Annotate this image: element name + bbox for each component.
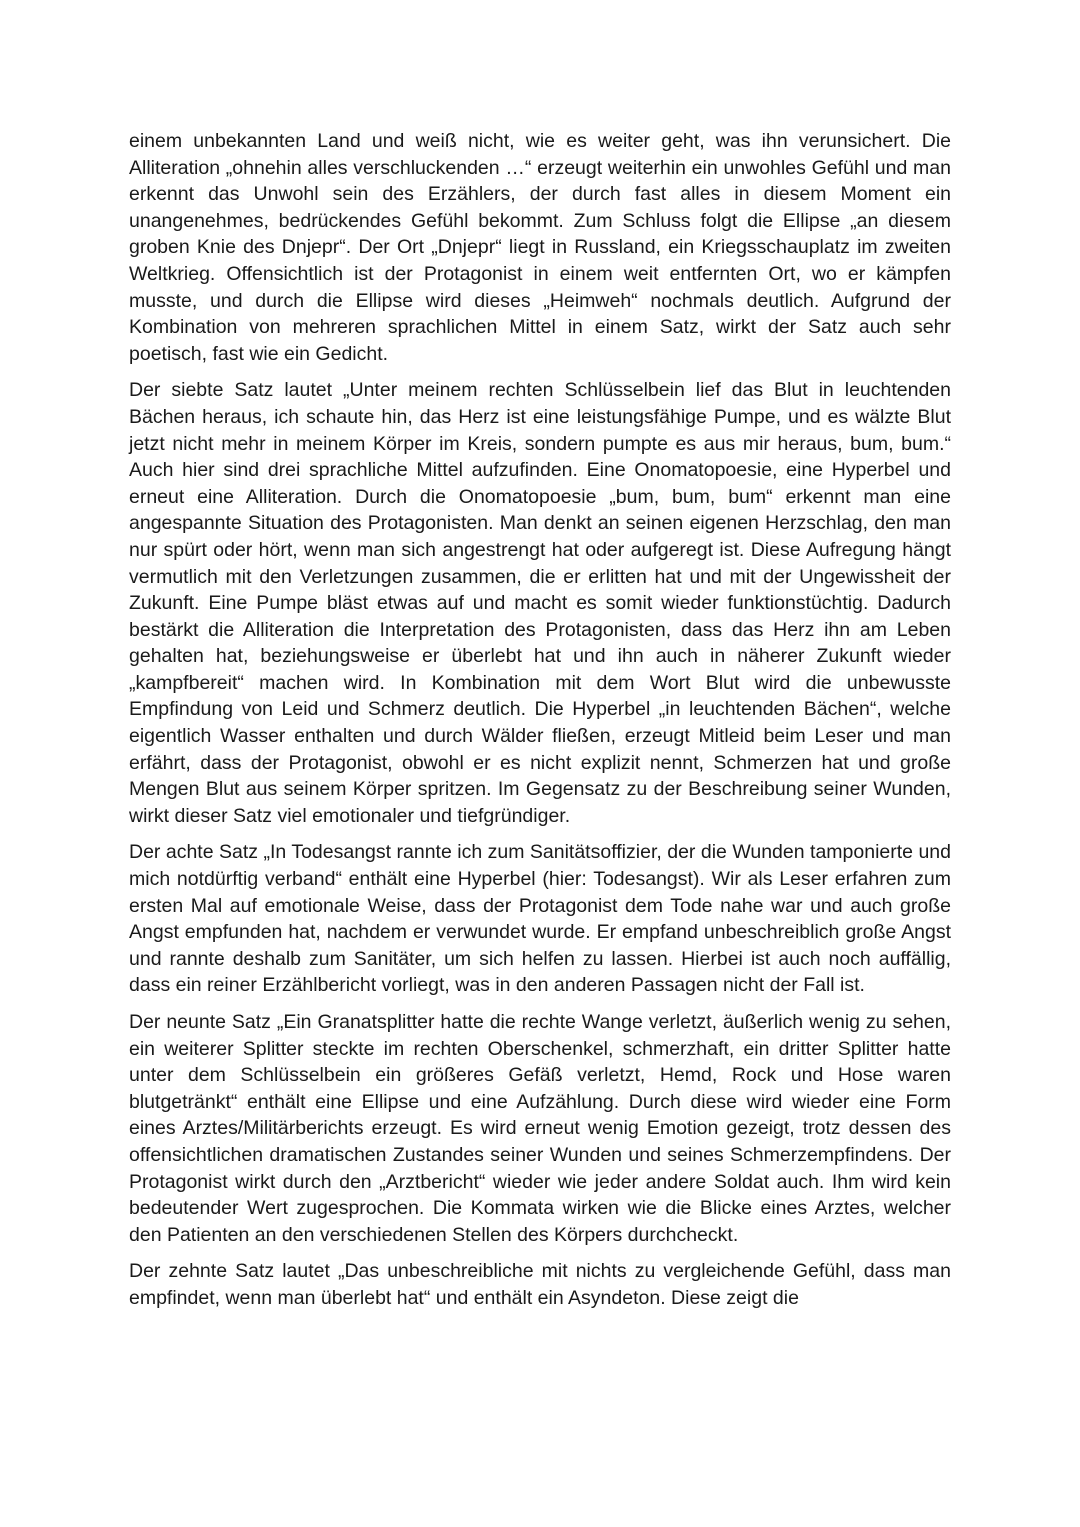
paragraph-2: Der siebte Satz lautet „Unter meinem rechten Schlüsselbein lief das Blut in leuchtenden Bächen heraus, ich schaute hin, das Herz ist eine leistungsfähige Pumpe, und es wälzte Blut jetzt nicht mehr in meinem Körper im Kreis, sondern pumpte es aus mir heraus, bum, bum.“ Auch hier sind drei sprachliche Mittel aufzufinden. Eine Onomatopoesie, eine Hyperbel und erneut eine Alliteration. Durch die Onomatopoesie „bum, bum, bum“ erkennt man eine angespannte Situation des Protagonisten. Man denkt an seinen eigenen Herzschlag, den man nur spürt oder hört, wenn man sich angestrengt hat oder aufgeregt ist. Diese Aufregung hängt vermutlich mit den Verletzungen zusammen, die er erlitten hat und mit der Ungewissheit der Zukunft. Eine Pumpe bläst etwas auf und macht es somit wieder funktionstüchtig. Dadurch bestärkt die Alliteration die Interpretation des Protagonisten, dass das Herz ihn am Leben gehalten hat, beziehungsweise er überlebt hat und ihn auch in näherer Zukunft wieder „kampfbereit“ machen wird. In Kombination mit dem Wort Blut wird die unbewusste Empfindung von Leid und Schmerz deutlich. Die Hyperbel „in leuchtenden Bächen“, welche eigentlich Wasser enthalten und durch Wälder fließen, erzeugt Mitleid beim Leser und man erfährt, dass der Protagonist, obwohl er es nicht explizit nennt, Schmerzen hat und große Mengen Blut aus seinem Körper spritzen. Im Gegensatz zu der Beschreibung seiner Wunden, wirkt dieser Satz viel emotionaler und tiefgründiger. <box>129 379 951 827</box>
paragraph-5: Der zehnte Satz lautet „Das unbeschreibliche mit nichts zu vergleichende Gefühl, dass man empfindet, wenn man überlebt hat“ und enthält ein Asyndeton. Diese zeigt die <box>129 1260 951 1309</box>
paragraph-1: einem unbekannten Land und weiß nicht, wie es weiter geht, was ihn verunsichert. Die Alliteration „ohnehin alles verschluckenden …“ erzeugt weiterhin ein unwohles Gefühl und man erkennt das Unwohl sein des Erzählers, der durch fast alles in diesem Moment ein unangenehmes, bedrückendes Gefühl bekommt. Zum Schluss folgt die Ellipse „an diesem groben Knie des Dnjepr“. Der Ort „Dnjepr“ liegt in Russland, ein Kriegsschauplatz im zweiten Weltkrieg. Offensichtlich ist der Protagonist in einem weit entfernten Ort, wo er kämpfen musste, und durch die Ellipse wird dieses „Heimweh“ nochmals deutlich. Aufgrund der Kombination von mehreren sprachlichen Mittel in einem Satz, wirkt der Satz auch sehr poetisch, fast wie ein Gedicht. <box>129 130 951 365</box>
paragraph-4: Der neunte Satz „Ein Granatsplitter hatte die rechte Wange verletzt, äußerlich wenig zu sehen, ein weiterer Splitter steckte im rechten Oberschenkel, schmerzhaft, ein dritter Splitter hatte unter dem Schlüsselbein ein größeres Gefäß verletzt, Hemd, Rock und Hose waren blutgetränkt“ enthält eine Ellipse und eine Aufzählung. Durch diese wird wieder eine Form eines Arztes/Militärberichts erzeugt. Es wird erneut wenig Emotion gezeigt, trotz dessen des offensichtlichen dramatischen Zustandes seiner Wunden und seines Schmerzempfindens. Der Protagonist wirkt durch den „Arztbericht“ wieder wie jeder andere Soldat auch. Ihm wird kein bedeutender Wert zugesprochen. Die Kommata wirken wie die Blicke eines Arztes, welcher den Patienten an den verschiedenen Stellen des Körpers durchcheckt. <box>129 1011 951 1246</box>
paragraph-3: Der achte Satz „In Todesangst rannte ich zum Sanitätsoffizier, der die Wunden tamponierte und mich notdürftig verband“ enthält eine Hyperbel (hier: Todesangst). Wir als Leser erfahren zum ersten Mal auf emotionale Weise, dass der Protagonist dem Tode nahe war und auch große Angst empfunden hat, nachdem er verwundet wurde. Er empfand unbeschreiblich große Angst und rannte deshalb zum Sanitäter, um sich helfen zu lassen. Hierbei ist auch noch auffällig, dass ein reiner Erzählbericht vorliegt, was in den anderen Passagen nicht der Fall ist. <box>129 841 951 997</box>
document-page <box>129 128 951 1322</box>
